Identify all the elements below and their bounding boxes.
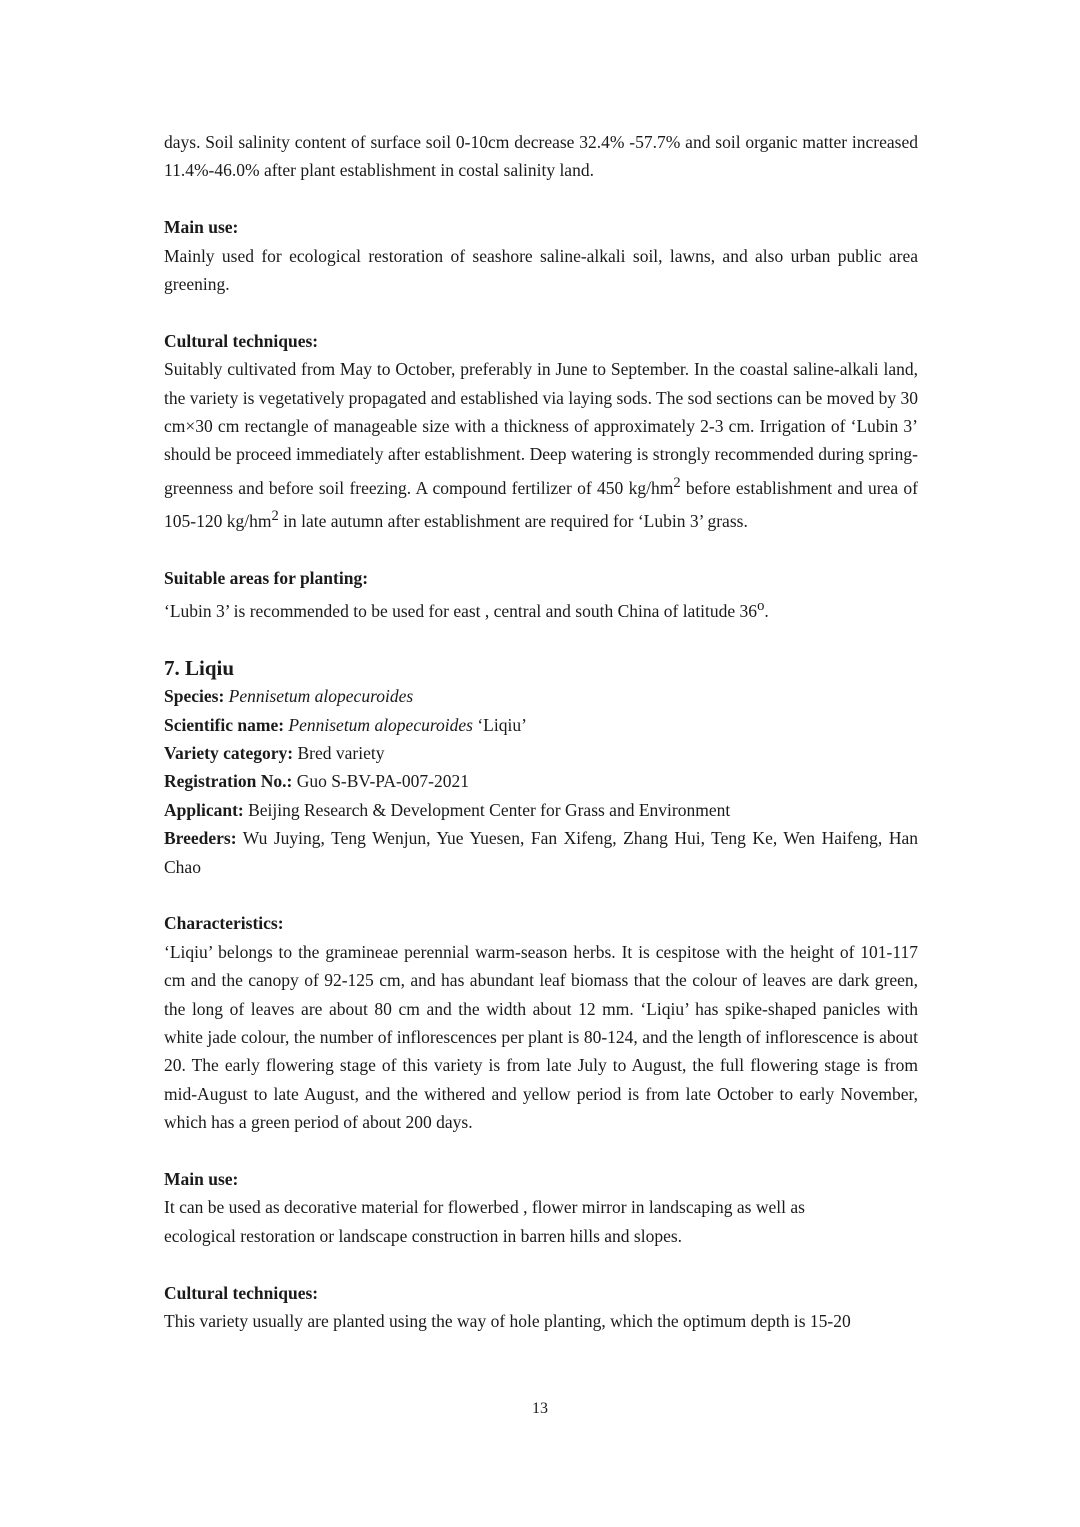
document-page bbox=[164, 128, 918, 1335]
liqiu-breeders bbox=[164, 824, 918, 881]
registration-label: Registration No.: bbox=[164, 771, 293, 792]
lubin-cultural-text-b: before establishment and urea of 105-120 kg/hm bbox=[164, 477, 918, 531]
lubin-cultural-text-a: Suitably cultivated from May to October, preferably in June to September. In the coastal saline-alkali land, the variety is vegetatively propagated and established via laying sods. The sod sections can be moved by 30 cm×30 cm rectangle of manageable size with a thickness of approximately 2-3 cm. Irrigation of ‘Lubin 3’ should be proceed immediately after establishment. Deep watering is strongly recommended during spring-greenness and before soil freezing. A compound fertilizer of 450 kg/hm bbox=[164, 359, 918, 498]
liqiu-cultural-heading: Cultural techniques: bbox=[164, 1282, 319, 1303]
species-value: Pennisetum alopecuroides bbox=[228, 686, 414, 707]
liqiu-main-use-heading: Main use: bbox=[164, 1169, 239, 1190]
scientific-name-cultivar: ‘Liqiu’ bbox=[472, 714, 527, 735]
liqiu-characteristics-text: ‘Liqiu’ belongs to the gramineae perennial warm-season herbs. It is cespitose with the height of 101-117 cm and the canopy of 92-125 cm, and has abundant leaf biomass that the colour of leaves are dark green, the long of leaves are about 80 cm and the width about 12 mm. ‘Liqiu’ has spike-shaped panicles with white jade colour, the number of inflorescences per plant is 80-124, and the length of inflorescence is about 20. The early flowering stage of this variety is from late July to August, the full flowering stage is from mid-August to late August, and the withered and yellow period is from late October to early November, which has a green period of about 200 days. bbox=[164, 941, 918, 1133]
variety-category-label: Variety category: bbox=[164, 742, 294, 763]
section-title-liqiu: 7. Liqiu bbox=[164, 655, 235, 680]
liqiu-main-use-line-2: ecological restoration or landscape construction in barren hills and slopes. bbox=[164, 1225, 683, 1246]
liqiu-registration bbox=[164, 767, 918, 795]
lubin-areas-text bbox=[164, 592, 918, 625]
applicant-label: Applicant: bbox=[164, 799, 244, 820]
liqiu-cultural-text: This variety usually are planted using the way of hole planting, which the optimum depth is 15-20 bbox=[164, 1311, 851, 1332]
superscript-2: 2 bbox=[271, 508, 279, 525]
liqiu-applicant bbox=[164, 796, 918, 824]
superscript-2: 2 bbox=[673, 474, 681, 491]
lubin-cultural-text-c: in late autumn after establishment are required for ‘Lubin 3’ grass. bbox=[278, 510, 748, 531]
liqiu-main-use-line-1: It can be used as decorative material for flowerbed , flower mirror in landscaping as well as bbox=[164, 1197, 805, 1218]
lubin-main-use-heading: Main use: bbox=[164, 217, 239, 238]
liqiu-variety-category bbox=[164, 739, 918, 767]
liqiu-scientific-name bbox=[164, 711, 918, 739]
breeders-value: Wu Juying, Teng Wenjun, Yue Yuesen, Fan Xifeng, Zhang Hui, Teng Ke, Wen Haifeng, Han Chao bbox=[164, 828, 918, 877]
species-label: Species: bbox=[164, 686, 225, 707]
lubin-cultural-text bbox=[164, 355, 918, 535]
variety-category-value: Bred variety bbox=[293, 742, 385, 763]
intro-paragraph: days. Soil salinity content of surface soil 0-10cm decrease 32.4% -57.7% and soil organic matter increased 11.4%-46.0% after plant establishment in costal salinity land. bbox=[164, 132, 918, 181]
lubin-areas-heading: Suitable areas for planting: bbox=[164, 567, 369, 588]
lubin-areas-text-a: ‘Lubin 3’ is recommended to be used for east , central and south China of latitude 36 bbox=[164, 600, 758, 621]
registration-value: Guo S-BV-PA-007-2021 bbox=[292, 771, 469, 792]
liqiu-species bbox=[164, 682, 918, 710]
applicant-value: Beijing Research & Development Center for Grass and Environment bbox=[243, 799, 731, 820]
liqiu-characteristics-heading: Characteristics: bbox=[164, 913, 284, 934]
degree-superscript: o bbox=[757, 598, 765, 615]
page-number: 13 bbox=[532, 1400, 548, 1417]
lubin-areas-text-b: . bbox=[764, 600, 769, 621]
scientific-name-italic: Pennisetum alopecuroides bbox=[288, 714, 473, 735]
breeders-label: Breeders: bbox=[164, 828, 237, 849]
scientific-name-label: Scientific name: bbox=[164, 714, 285, 735]
lubin-cultural-heading: Cultural techniques: bbox=[164, 330, 319, 351]
lubin-main-use-text: Mainly used for ecological restoration of seashore saline-alkali soil, lawns, and also urban public area greening. bbox=[164, 245, 918, 295]
